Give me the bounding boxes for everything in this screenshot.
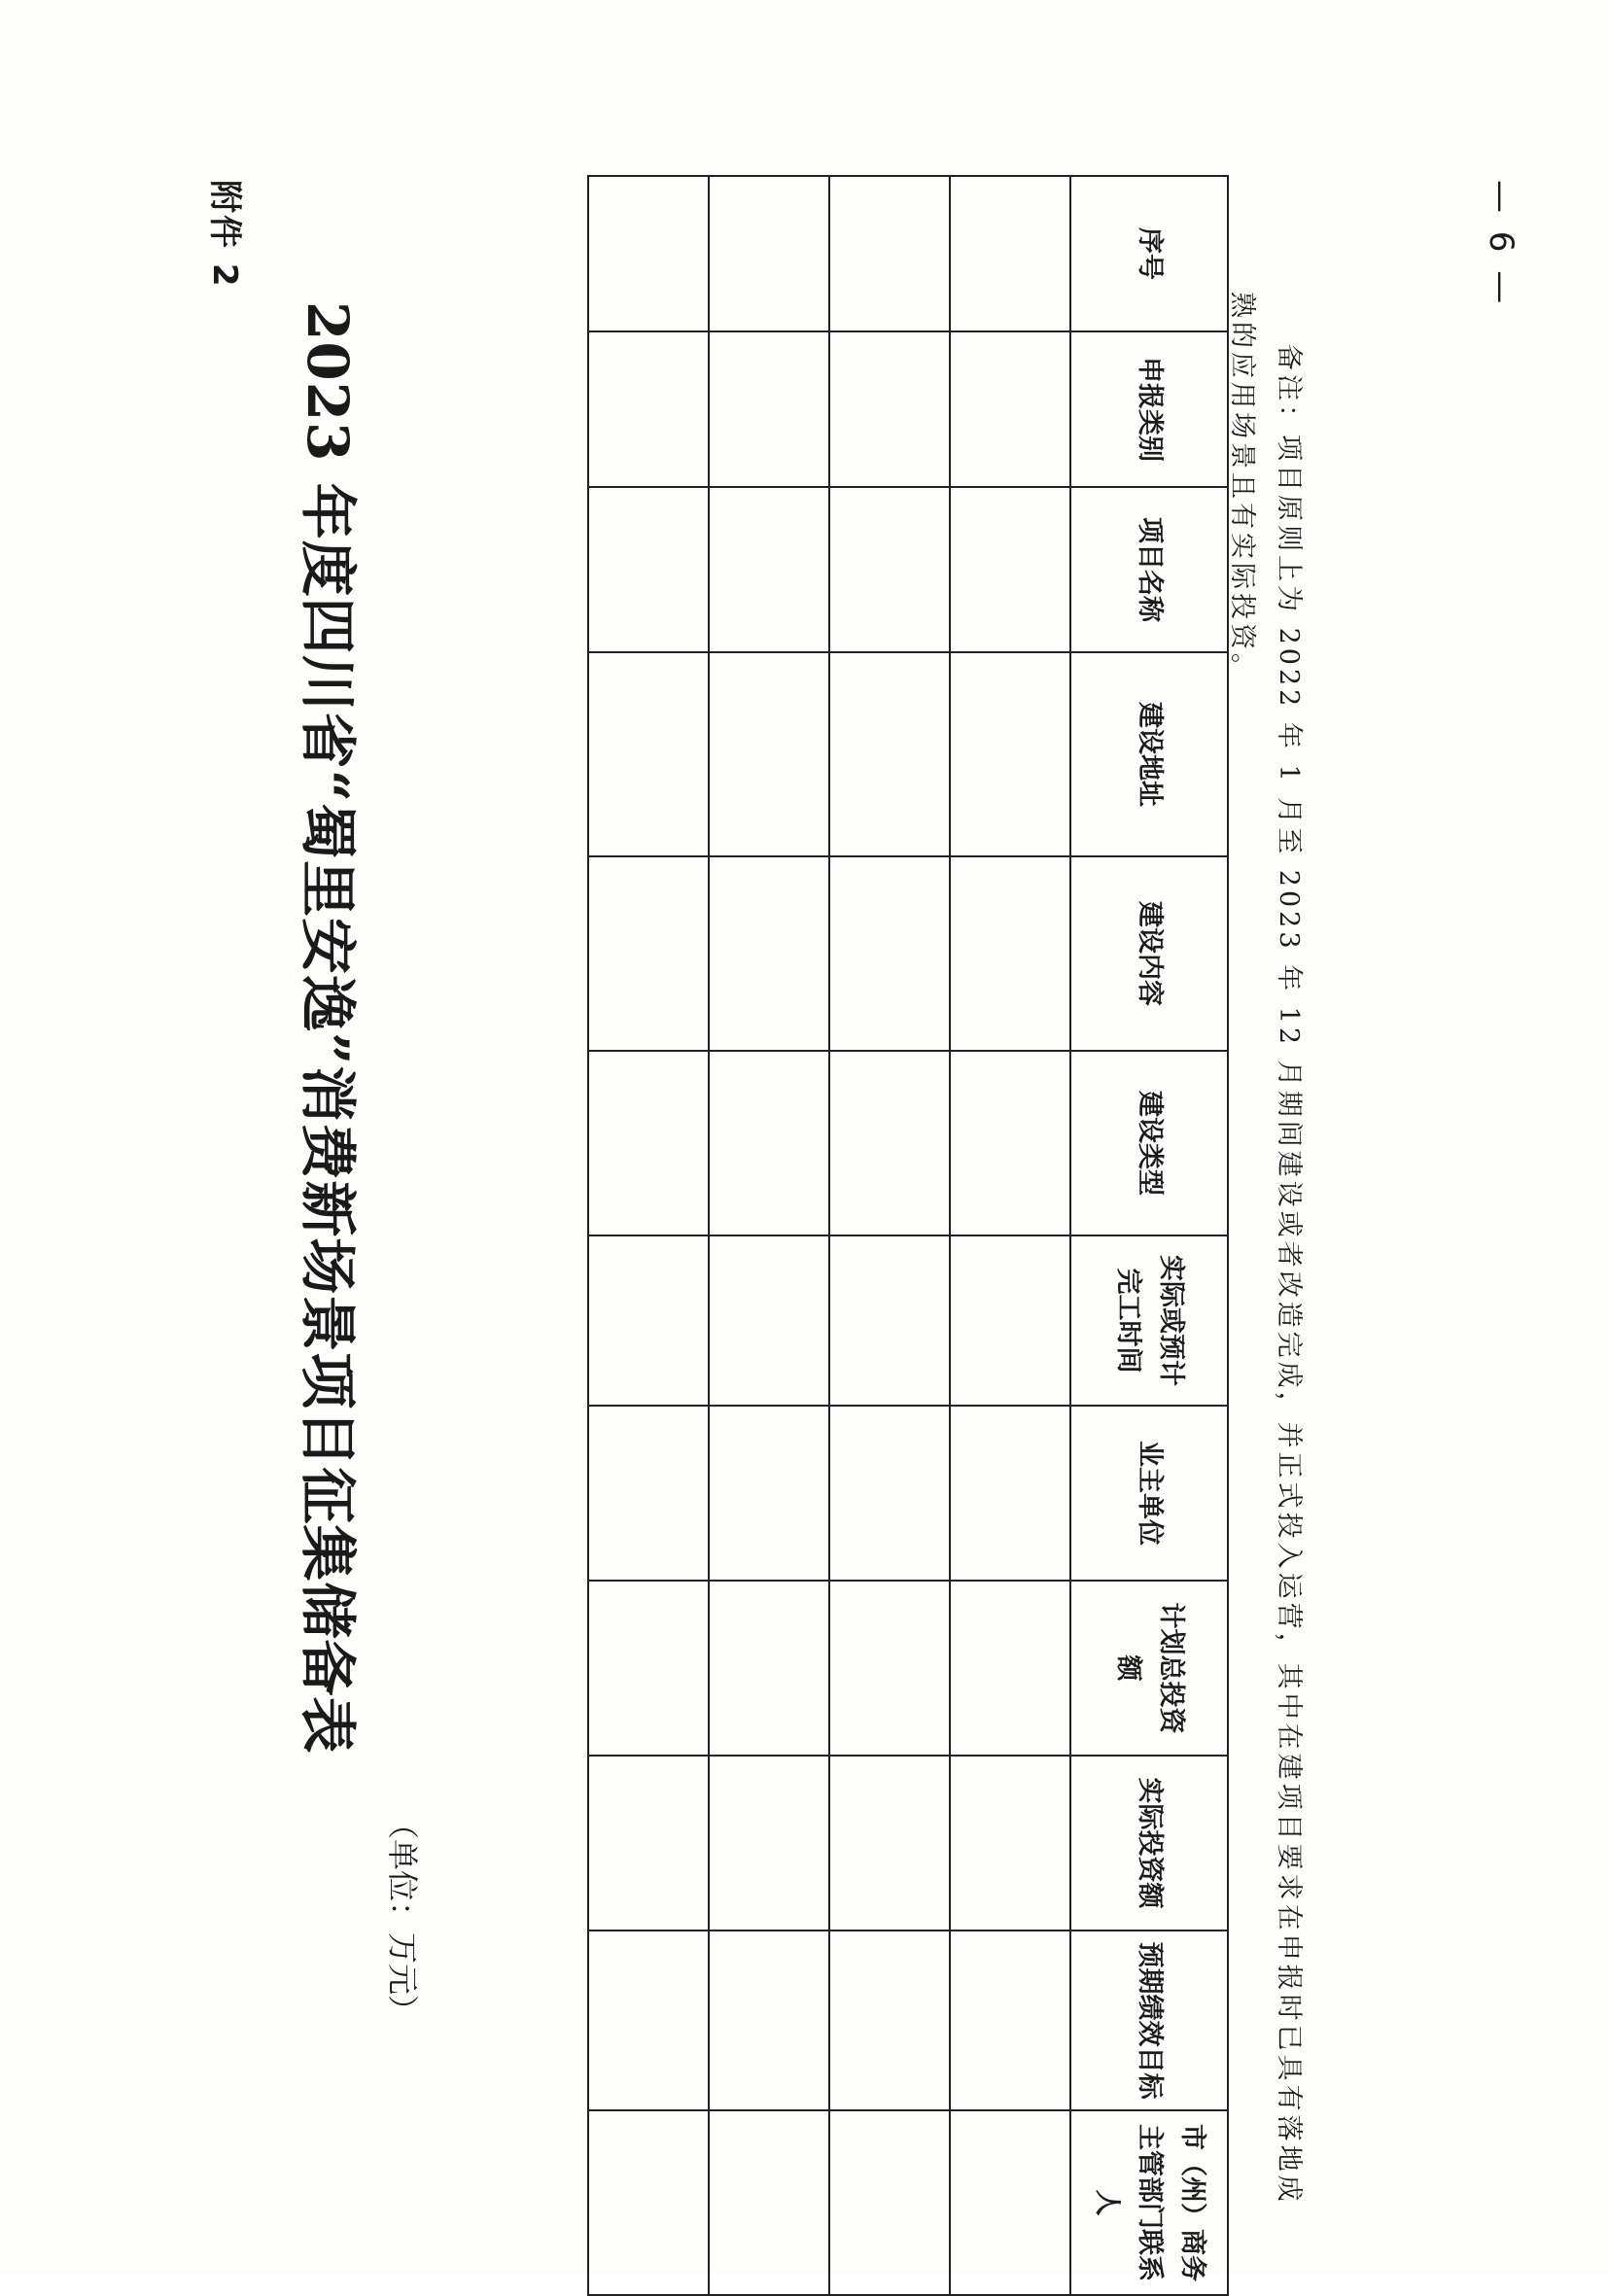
table-cell[interactable] <box>950 652 1070 856</box>
table-row <box>829 176 950 2295</box>
column-header: 建设地址 <box>1070 652 1228 856</box>
table-cell[interactable] <box>588 487 709 652</box>
table-cell[interactable] <box>950 1756 1070 1931</box>
table-cell[interactable] <box>829 2110 950 2295</box>
column-header: 业主单位 <box>1070 1406 1228 1581</box>
column-header: 预期绩效目标 <box>1070 1931 1228 2110</box>
table-cell[interactable] <box>709 856 829 1051</box>
table-cell[interactable] <box>709 1756 829 1931</box>
unit-note: （单位：万元） <box>384 1808 421 2027</box>
table-cell[interactable] <box>588 331 709 487</box>
column-header: 实际或预计完工时间 <box>1070 1235 1228 1406</box>
table-cell[interactable] <box>829 1581 950 1756</box>
column-header: 计划总投资额 <box>1070 1581 1228 1756</box>
table-row <box>588 176 709 2295</box>
table-cell[interactable] <box>950 487 1070 652</box>
table-cell[interactable] <box>709 1581 829 1756</box>
table-cell[interactable] <box>588 1931 709 2110</box>
remark-note: 备注：项目原则上为 2022 年 1 月至 2023 年 12 月期间建设或者改造完成，并正式投入运营，其中在建项目要求在申报时已具有落地成熟的应用场景且有实际投资。 <box>1227 292 1304 2206</box>
table-row <box>950 176 1070 2295</box>
table-cell[interactable] <box>588 1756 709 1931</box>
table-cell[interactable] <box>709 331 829 487</box>
table-cell[interactable] <box>709 1051 829 1235</box>
table-cell[interactable] <box>709 176 829 331</box>
attachment-label: 附件 2 <box>205 180 244 289</box>
table-cell[interactable] <box>829 652 950 856</box>
table-cell[interactable] <box>829 1406 950 1581</box>
column-header: 申报类别 <box>1070 331 1228 487</box>
document-title: 2023 年度四川省“蜀里安逸”消费新场景项目征集储备表 <box>295 301 361 1755</box>
table-cell[interactable] <box>829 176 950 331</box>
table-cell[interactable] <box>829 1756 950 1931</box>
table-cell[interactable] <box>950 1406 1070 1581</box>
table-header-row <box>1070 176 1228 2295</box>
table-cell[interactable] <box>829 1931 950 2110</box>
table-cell[interactable] <box>829 331 950 487</box>
table-cell[interactable] <box>950 1235 1070 1406</box>
column-header: 序号 <box>1070 176 1228 331</box>
column-header: 建设内容 <box>1070 856 1228 1051</box>
table-cell[interactable] <box>829 1235 950 1406</box>
project-reserve-table <box>587 175 1229 2296</box>
table-cell[interactable] <box>588 2110 709 2295</box>
table-cell[interactable] <box>950 1581 1070 1756</box>
table-cell[interactable] <box>709 487 829 652</box>
column-header: 市（州）商务主管部门联系人 <box>1070 2110 1228 2295</box>
column-header: 建设类型 <box>1070 1051 1228 1235</box>
page-number: — 6 — <box>1482 180 1521 308</box>
table-cell[interactable] <box>950 2110 1070 2295</box>
table-cell[interactable] <box>588 1406 709 1581</box>
table-cell[interactable] <box>829 1051 950 1235</box>
column-header: 项目名称 <box>1070 487 1228 652</box>
table-cell[interactable] <box>588 1581 709 1756</box>
table-cell[interactable] <box>588 856 709 1051</box>
table-cell[interactable] <box>588 176 709 331</box>
table-cell[interactable] <box>829 487 950 652</box>
table-cell[interactable] <box>588 652 709 856</box>
table-cell[interactable] <box>709 1235 829 1406</box>
table-cell[interactable] <box>950 176 1070 331</box>
table-cell[interactable] <box>709 2110 829 2295</box>
table-cell[interactable] <box>829 856 950 1051</box>
table-cell[interactable] <box>950 1931 1070 2110</box>
table-row <box>709 176 829 2295</box>
table-cell[interactable] <box>709 652 829 856</box>
table-cell[interactable] <box>950 1051 1070 1235</box>
table-cell[interactable] <box>588 1051 709 1235</box>
table-cell[interactable] <box>709 1931 829 2110</box>
table-cell[interactable] <box>950 331 1070 487</box>
column-header: 实际投资额 <box>1070 1756 1228 1931</box>
table-cell[interactable] <box>709 1406 829 1581</box>
table-cell[interactable] <box>588 1235 709 1406</box>
table-cell[interactable] <box>950 856 1070 1051</box>
